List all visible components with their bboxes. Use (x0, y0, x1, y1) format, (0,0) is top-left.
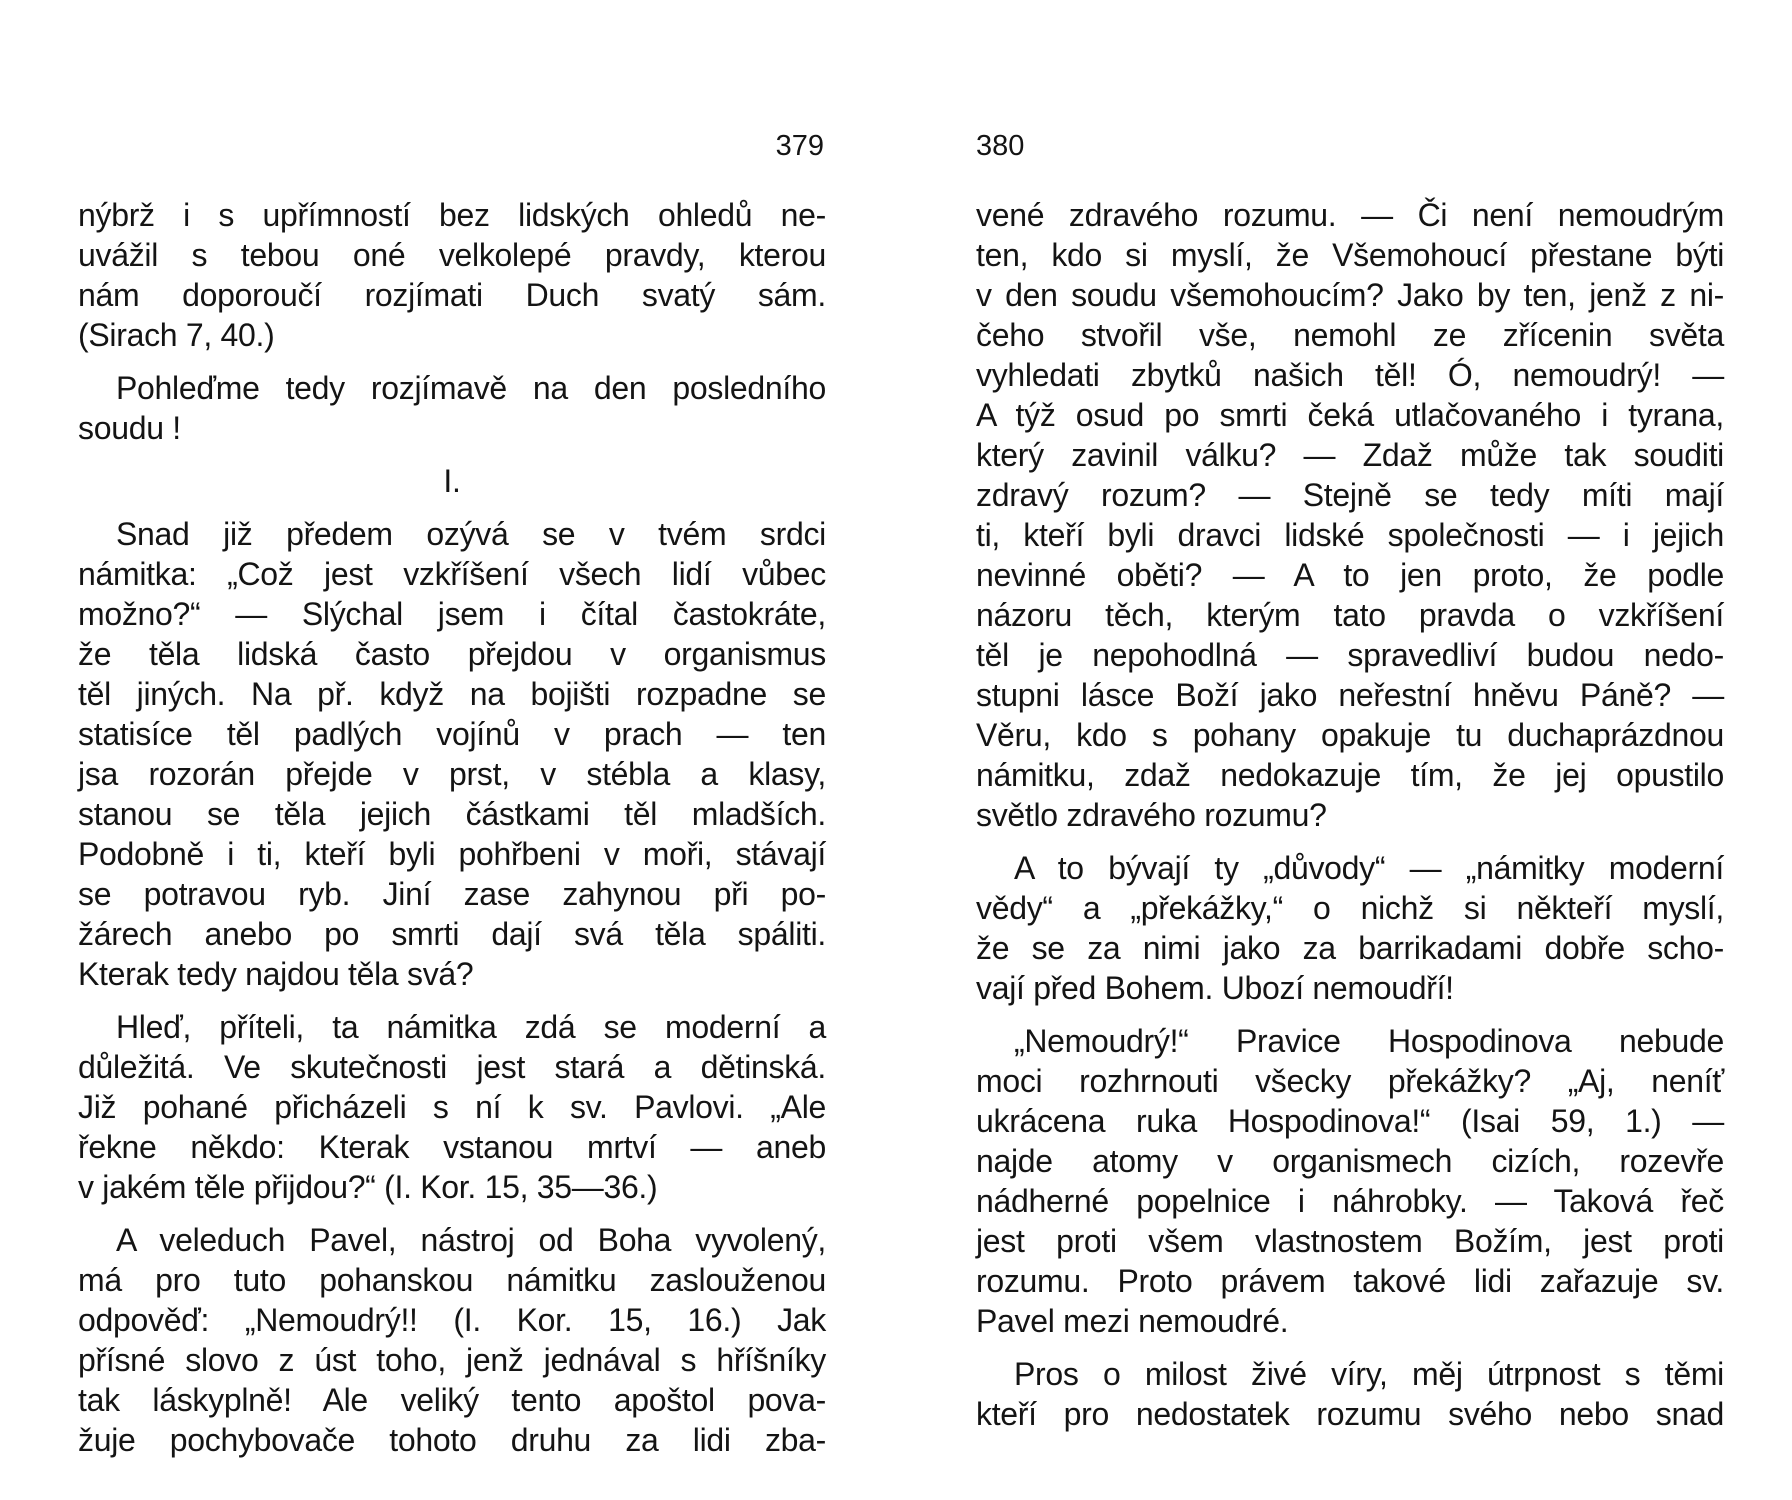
text-line: statisíce těl padlých vojínů v prach — ten (78, 716, 826, 752)
text-line: Již pohané přicházeli s ní k sv. Pavlovi. „Ale (78, 1089, 826, 1125)
text-line: má pro tuto pohanskou námitku zaslouženou (78, 1262, 826, 1298)
text-line: v den soudu všemohoucím? Jako by ten, jenž z ni- (976, 277, 1724, 313)
paragraph (78, 368, 826, 448)
page-number: 379 (775, 130, 824, 162)
text-line: nevinné oběti? — A to jen proto, že podle (976, 557, 1724, 593)
text-line: moci rozhrnouti všecky překážky? „Aj, neníť (976, 1063, 1724, 1099)
text-line: Pros o milost živé víry, měj útrpnost s těmi (1014, 1356, 1724, 1392)
text-line: zdravý rozum? — Stejně se tedy míti mají (976, 477, 1724, 513)
text-line: Pavel mezi nemoudré. (976, 1303, 1289, 1339)
text-line: A to bývají ty „důvody“ — „námitky moderní (1014, 850, 1724, 886)
text-line: přísné slovo z úst toho, jenž jednával s hříšníky (78, 1342, 826, 1378)
paragraph (976, 848, 1724, 1008)
text-line: těl je nepohodlná — spravedliví budou nedo- (976, 637, 1724, 673)
paragraph (976, 1354, 1724, 1434)
page-number: 380 (976, 130, 1025, 162)
text-line: tak láskyplně! Ale veliký tento apoštol pova- (78, 1382, 826, 1418)
text-line: námitka: „Což jest vzkříšení všech lidí vůbec (78, 556, 826, 592)
text-line: vědy“ a „překážky,“ o nichž si někteří myslí, (976, 890, 1724, 926)
paragraph (78, 1220, 826, 1460)
text-line: najde atomy v organismech cizích, rozevře (976, 1143, 1724, 1179)
text-line: těl jiných. Na př. když na bojišti rozpadne se (78, 676, 826, 712)
text-line: A týž osud po smrti čeká utlačovaného i tyrana, (976, 397, 1724, 433)
text-line: vyhledati zbytků našich těl! Ó, nemoudrý! — (976, 357, 1724, 393)
text-line: Kterak tedy najdou těla svá? (78, 956, 474, 992)
text-line: světlo zdravého rozumu? (976, 797, 1327, 833)
text-line: ukrácena ruka Hospodinova!“ (Isai 59, 1.) — (976, 1103, 1724, 1139)
text-line: odpověď: „Nemoudrý!! (I. Kor. 15, 16.) Jak (78, 1302, 826, 1338)
text-line: (Sirach 7, 40.) (78, 317, 275, 353)
paragraph (78, 195, 826, 355)
right-page (976, 0, 1724, 1500)
text-line: v jakém těle přijdou?“ (I. Kor. 15, 35—36.) (78, 1169, 658, 1205)
text-line: názoru těch, kterým tato pravda o vzkříšení (976, 597, 1724, 633)
page-text (78, 195, 826, 1473)
text-line: řekne někdo: Kterak vstanou mrtví — aneb (78, 1129, 826, 1165)
text-line: soudu ! (78, 410, 181, 446)
paragraph (976, 195, 1724, 835)
text-line: rozumu. Proto právem takové lidi zařazuje sv. (976, 1263, 1724, 1299)
text-line: možno?“ — Slýchal jsem i čítal častokráte, (78, 596, 826, 632)
paragraph (78, 514, 826, 994)
text-line: kteří pro nedostatek rozumu svého nebo snad (976, 1396, 1724, 1432)
paragraph (976, 1021, 1724, 1341)
text-line: stanou se těla jejich částkami těl mladších. (78, 796, 826, 832)
text-line: důležitá. Ve skutečnosti jest stará a dětinská. (78, 1049, 826, 1085)
text-line: jest proti všem vlastnostem Božím, jest proti (976, 1223, 1724, 1259)
left-page (78, 0, 826, 1500)
text-line: nádherné popelnice i náhrobky. — Taková řeč (976, 1183, 1724, 1219)
paragraph (78, 1007, 826, 1207)
text-line: Věru, kdo s pohany opakuje tu duchaprázdnou (976, 717, 1724, 753)
text-line: námitku, zdaž nedokazuje tím, že jej opustilo (976, 757, 1724, 793)
text-line: nám doporoučí rozjímati Duch svatý sám. (78, 277, 826, 313)
text-line: uvážil s tebou oné velkolepé pravdy, kterou (78, 237, 826, 273)
text-line: jsa rozorán přejde v prst, v stébla a klasy, (78, 756, 826, 792)
text-line: vají před Bohem. Ubozí nemoudří! (976, 970, 1454, 1006)
text-line: žuje pochybovače tohoto druhu za lidi zba- (78, 1422, 826, 1458)
text-line: čeho stvořil vše, nemohl ze zřícenin světa (976, 317, 1724, 353)
text-line: se potravou ryb. Jiní zase zahynou při po- (78, 876, 826, 912)
text-line: že se za nimi jako za barrikadami dobře scho- (976, 930, 1724, 966)
text-line: A veleduch Pavel, nástroj od Boha vyvolený, (116, 1222, 826, 1258)
text-line: nýbrž i s upřímností bez lidských ohledů ne- (78, 197, 826, 233)
text-line: vené zdravého rozumu. — Či není nemoudrým (976, 197, 1724, 233)
text-line: žárech anebo po smrti dají svá těla spáliti. (78, 916, 826, 952)
text-line: Snad již předem ozývá se v tvém srdci (116, 516, 826, 552)
text-line: Pohleďme tedy rozjímavě na den posledního (116, 370, 826, 406)
text-line: ti, kteří byli dravci lidské společnosti — i jejich (976, 517, 1724, 553)
text-line: Hleď, příteli, ta námitka zdá se moderní a (116, 1009, 826, 1045)
section-heading: I. (443, 463, 461, 499)
text-line: ten, kdo si myslí, že Všemohoucí přestane býti (976, 237, 1724, 273)
text-line: stupni lásce Boží jako neřestní hněvu Páně? — (976, 677, 1724, 713)
text-line: Podobně i ti, kteří byli pohřbeni v moři, stávají (78, 836, 826, 872)
text-line: že těla lidská často přejdou v organismus (78, 636, 826, 672)
text-line: „Nemoudrý!“ Pravice Hospodinova nebude (1014, 1023, 1724, 1059)
text-line: který zavinil válku? — Zdaž může tak souditi (976, 437, 1724, 473)
page-text (976, 195, 1724, 1447)
